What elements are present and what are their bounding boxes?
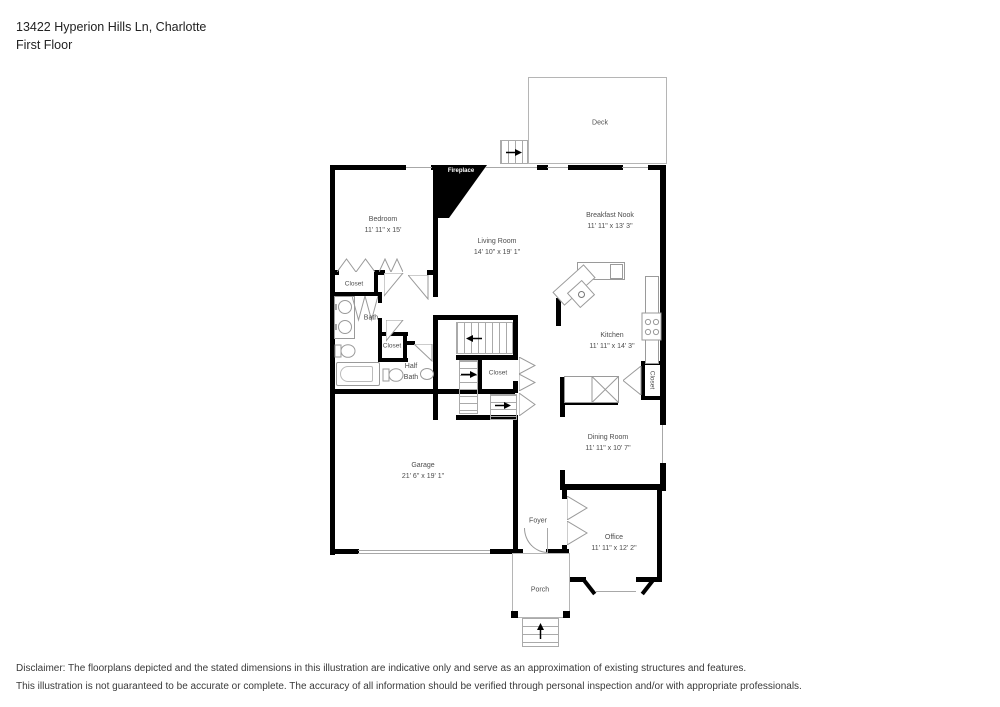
kitchen-sink-drain bbox=[578, 291, 585, 298]
stair-arrow-icon bbox=[506, 148, 522, 157]
stair-arrow-icon bbox=[461, 370, 477, 379]
room-label-half-bath bbox=[398, 361, 424, 383]
door-swing bbox=[386, 320, 404, 342]
wall bbox=[660, 165, 666, 425]
disclaimer-line-1: Disclaimer: The floorplans depicted and the stated dimensions in this illustration are indicative only and serve as an approximation of existing structures and features. bbox=[16, 663, 747, 674]
room-name: Porch bbox=[530, 586, 550, 594]
staircase-upper-run bbox=[456, 322, 513, 354]
room-dims: 11' 11" x 15' bbox=[364, 227, 402, 234]
door-swing bbox=[623, 366, 642, 395]
wall bbox=[641, 396, 661, 400]
closet-label: Closet bbox=[488, 369, 508, 377]
staircase-lower-run bbox=[459, 360, 478, 414]
door-swing bbox=[414, 344, 433, 362]
room-name: Foyer bbox=[529, 517, 547, 525]
disclaimer-line-2: This illustration is not guaranteed to be accurate or complete. The accuracy of all information should be verified through personal inspection and/or with appropriate professionals. bbox=[16, 681, 802, 692]
closet-label: Closet bbox=[382, 342, 402, 350]
door-swing bbox=[519, 393, 536, 416]
wall bbox=[478, 360, 482, 390]
room-dims: 21' 6" x 19' 1" bbox=[401, 473, 445, 480]
bay-window bbox=[596, 591, 636, 592]
toilet-icon bbox=[334, 343, 356, 359]
room-label-living-room bbox=[474, 236, 520, 258]
room-label-porch bbox=[531, 585, 549, 596]
wall bbox=[378, 292, 382, 303]
stove-icon bbox=[641, 310, 663, 342]
front-door-leaf bbox=[547, 528, 548, 553]
room-label-dining-room bbox=[585, 432, 630, 454]
room-label-breakfast-nook bbox=[586, 210, 634, 232]
room-dims: 14' 10" x 19' 1" bbox=[473, 249, 521, 256]
wall bbox=[330, 389, 515, 394]
room-name: Garage bbox=[411, 462, 435, 469]
porch-post bbox=[563, 611, 570, 618]
porch-post bbox=[511, 611, 518, 618]
room-label-foyer bbox=[529, 516, 547, 527]
wall bbox=[568, 165, 623, 170]
wall bbox=[330, 549, 359, 554]
stair-arrow-icon bbox=[466, 334, 482, 343]
closet-label: Closet bbox=[344, 280, 364, 288]
door-swing bbox=[519, 374, 536, 391]
wall bbox=[433, 315, 518, 320]
wall bbox=[378, 318, 382, 362]
door-swing bbox=[567, 521, 588, 545]
door-swing bbox=[519, 357, 536, 374]
room-dims: 11' 11" x 10' 7" bbox=[585, 445, 631, 452]
room-label-garage bbox=[402, 460, 444, 482]
room-label-bath bbox=[364, 313, 378, 324]
wall bbox=[513, 315, 518, 358]
room-label-bedroom bbox=[365, 214, 402, 236]
room-name: Deck bbox=[592, 119, 608, 127]
room-name: Living Room bbox=[477, 238, 517, 245]
room-label-deck bbox=[592, 118, 608, 129]
room-name: Bedroom bbox=[368, 216, 398, 223]
wall bbox=[657, 490, 662, 582]
bifold-door-icon bbox=[337, 258, 375, 272]
garage-door bbox=[358, 553, 490, 554]
door-swing bbox=[384, 273, 404, 297]
window bbox=[622, 167, 648, 168]
garage-door bbox=[358, 550, 490, 551]
wall bbox=[433, 315, 438, 420]
window bbox=[547, 167, 568, 168]
room-dims: 11' 11" x 12' 2" bbox=[591, 545, 637, 552]
wall bbox=[560, 484, 662, 490]
bathtub-inner bbox=[340, 366, 373, 382]
front-door-arc bbox=[524, 528, 548, 553]
room-name: Half Bath bbox=[403, 363, 419, 381]
room-name: Breakfast Nook bbox=[586, 212, 634, 219]
pantry-cabinet-icon bbox=[564, 376, 620, 404]
address-title: 13422 Hyperion Hills Ln, Charlotte bbox=[16, 20, 207, 34]
room-name: Office bbox=[604, 534, 624, 541]
room-dims: 11' 11" x 14' 3" bbox=[589, 343, 635, 350]
kitchen-appliance bbox=[610, 264, 623, 279]
room-name: Dining Room bbox=[587, 434, 629, 441]
stair-arrow-icon bbox=[536, 623, 545, 639]
room-name: Bath bbox=[363, 314, 379, 322]
wall bbox=[330, 165, 335, 555]
bifold-door-icon bbox=[379, 258, 403, 272]
window bbox=[406, 167, 432, 168]
window bbox=[485, 167, 537, 168]
door-swing bbox=[567, 496, 588, 520]
fireplace-label: Fireplace bbox=[447, 168, 475, 174]
wall bbox=[330, 165, 406, 170]
room-name: Kitchen bbox=[600, 332, 624, 339]
room-dims: 11' 11" x 13' 3" bbox=[587, 223, 633, 230]
room-label-kitchen bbox=[589, 330, 634, 352]
wall bbox=[513, 417, 518, 555]
wall bbox=[560, 470, 565, 484]
door-swing bbox=[408, 275, 429, 300]
room-label-office bbox=[591, 532, 636, 554]
stair-arrow-icon bbox=[495, 401, 511, 410]
bay-wall bbox=[581, 577, 596, 595]
window bbox=[662, 425, 663, 463]
floor-title: First Floor bbox=[16, 38, 73, 52]
closet-label: Closet bbox=[648, 370, 656, 390]
